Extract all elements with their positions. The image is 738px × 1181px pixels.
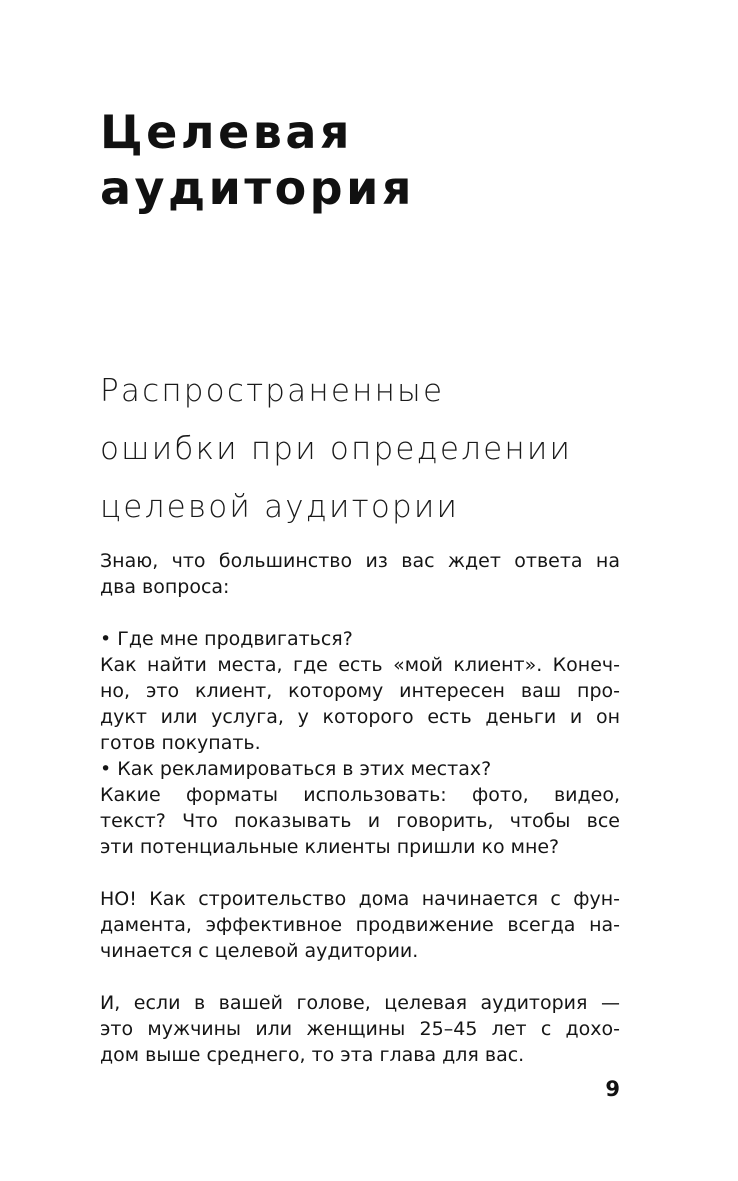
text-line: чинается с целевой аудитории. — [100, 940, 419, 962]
paragraph-intro — [100, 548, 620, 600]
section-title — [100, 362, 572, 536]
section-title-line: целевой аудитории — [100, 489, 460, 525]
text-line: два вопроса: — [100, 576, 230, 598]
text-line: Какие форматы использовать: фото, видео, — [100, 784, 620, 806]
paragraph-question-2 — [100, 756, 620, 860]
bullet-question: • Где мне продвигаться? — [100, 628, 353, 650]
text-line: эти потенциальные клиенты пришли ко мне? — [100, 836, 560, 858]
text-line: дукт или услуга, у которого есть деньги и он — [100, 706, 620, 728]
page-number: 9 — [605, 1077, 620, 1101]
section-title-line: ошибки при определении — [100, 431, 573, 467]
bullet-question: • Как рекламироваться в этих местах? — [100, 758, 492, 780]
text-line: И, если в вашей голове, целевая аудитория — — [100, 992, 620, 1014]
chapter-title — [100, 104, 415, 216]
section-title-line: Распространенные — [100, 373, 445, 409]
text-line: Как найти места, где есть «мой клиент». Конеч- — [100, 654, 620, 676]
text-line: это мужчины или женщины 25–45 лет с дохо- — [100, 1018, 620, 1040]
text-line: Знаю, что большинство из вас ждет ответа на — [100, 550, 620, 572]
paragraph-gap — [100, 964, 620, 990]
text-line: но, это клиент, которому интересен ваш про- — [100, 680, 620, 702]
body-text — [100, 548, 620, 1068]
text-line: НО! Как строительство дома начинается с фун- — [100, 888, 620, 910]
paragraph-gap — [100, 860, 620, 886]
text-line: готов покупать. — [100, 732, 261, 754]
text-line: дом выше среднего, то эта глава для вас. — [100, 1044, 525, 1066]
chapter-title-line: аудитория — [100, 161, 415, 215]
text-line: дамента, эффективное продвижение всегда на- — [100, 914, 620, 936]
text-line: текст? Что показывать и говорить, чтобы все — [100, 810, 620, 832]
paragraph-closing — [100, 990, 620, 1068]
paragraph-question-1 — [100, 626, 620, 756]
chapter-title-line: Целевая — [100, 105, 353, 159]
paragraph-but — [100, 886, 620, 964]
paragraph-gap — [100, 600, 620, 626]
